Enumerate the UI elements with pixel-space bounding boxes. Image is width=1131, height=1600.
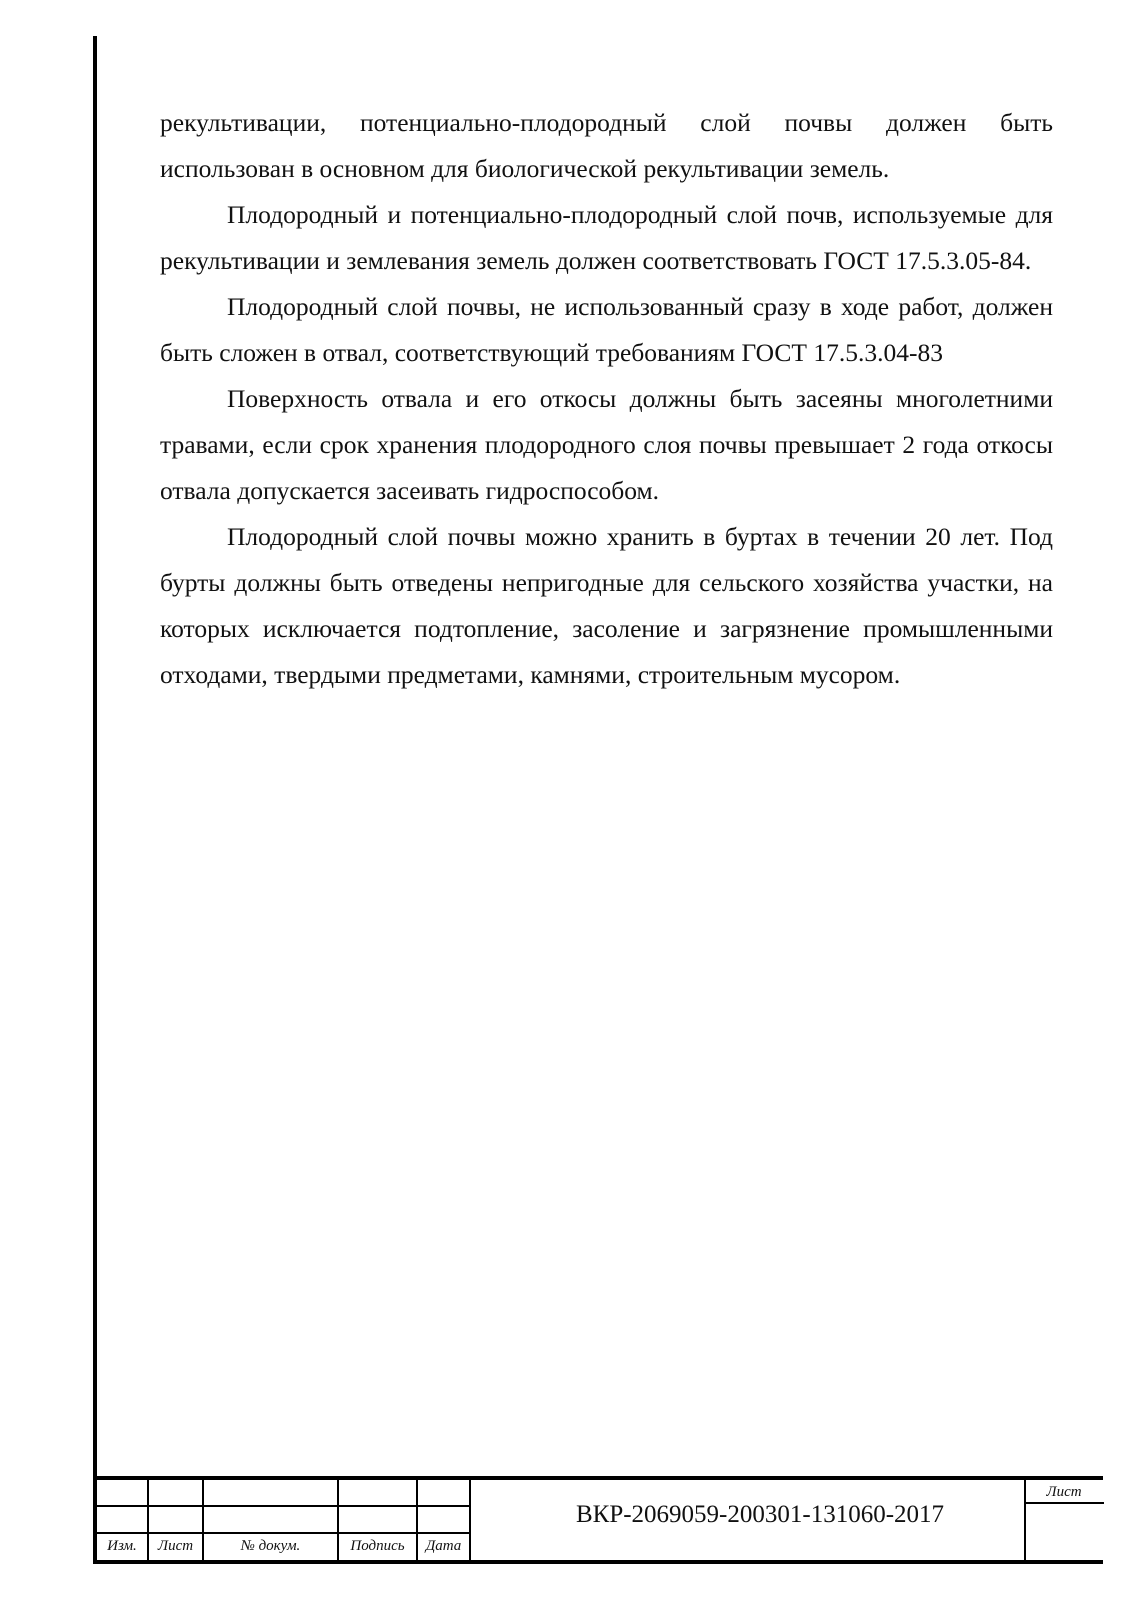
- stamp-label-izm: Изм.: [107, 1538, 137, 1554]
- paragraph: Плодородный и потенциально-плодородный слой почв, используемые для рекультивации и землевания земель должен соответствовать ГОСТ 17.5.3.05-84.: [160, 200, 1053, 275]
- paragraph: Поверхность отвала и его откосы должны быть засеяны многолетними травами, если срок хранения плодородного слоя почвы превышает 2 года откосы отвала допускается засеивать гидроспособом.: [160, 384, 1053, 505]
- stamp-divider: [469, 1478, 471, 1562]
- stamp-row-line: [95, 1532, 470, 1534]
- stamp-label-data: Дата: [425, 1538, 462, 1554]
- document-code: ВКР-2069059-200301-131060-2017: [575, 1501, 945, 1528]
- stamp-top-line: [93, 1476, 1103, 1480]
- document-body: [160, 100, 1053, 698]
- paragraph: Плодородный слой почвы, не использованный сразу в ходе работ, должен быть сложен в отвал, соответствующий требованиям ГОСТ 17.5.3.04-83: [160, 292, 1053, 367]
- stamp-row-line: [95, 1505, 470, 1507]
- paragraph: Плодородный слой почвы можно хранить в буртах в течении 20 лет. Под бурты должны быть отведены непригодные для сельского хозяйства участки, на которых исключается подтопление, засоление и загрязнение промышленными отходами, твердыми предметами, камнями, строительным мусором.: [160, 522, 1053, 689]
- frame-left-border: [93, 36, 97, 1564]
- stamp-label-dokum: № докум.: [240, 1538, 301, 1554]
- stamp-label-podpis: Подпись: [350, 1538, 405, 1554]
- stamp-label-list: Лист: [157, 1538, 194, 1554]
- stamp-label-sheet: Лист: [1046, 1484, 1082, 1500]
- frame-bottom-border: [93, 1560, 1103, 1564]
- paragraph: рекультивации, потенциально-плодородный слой почвы должен быть использован в основном для биологической рекультивации земель.: [160, 108, 1053, 183]
